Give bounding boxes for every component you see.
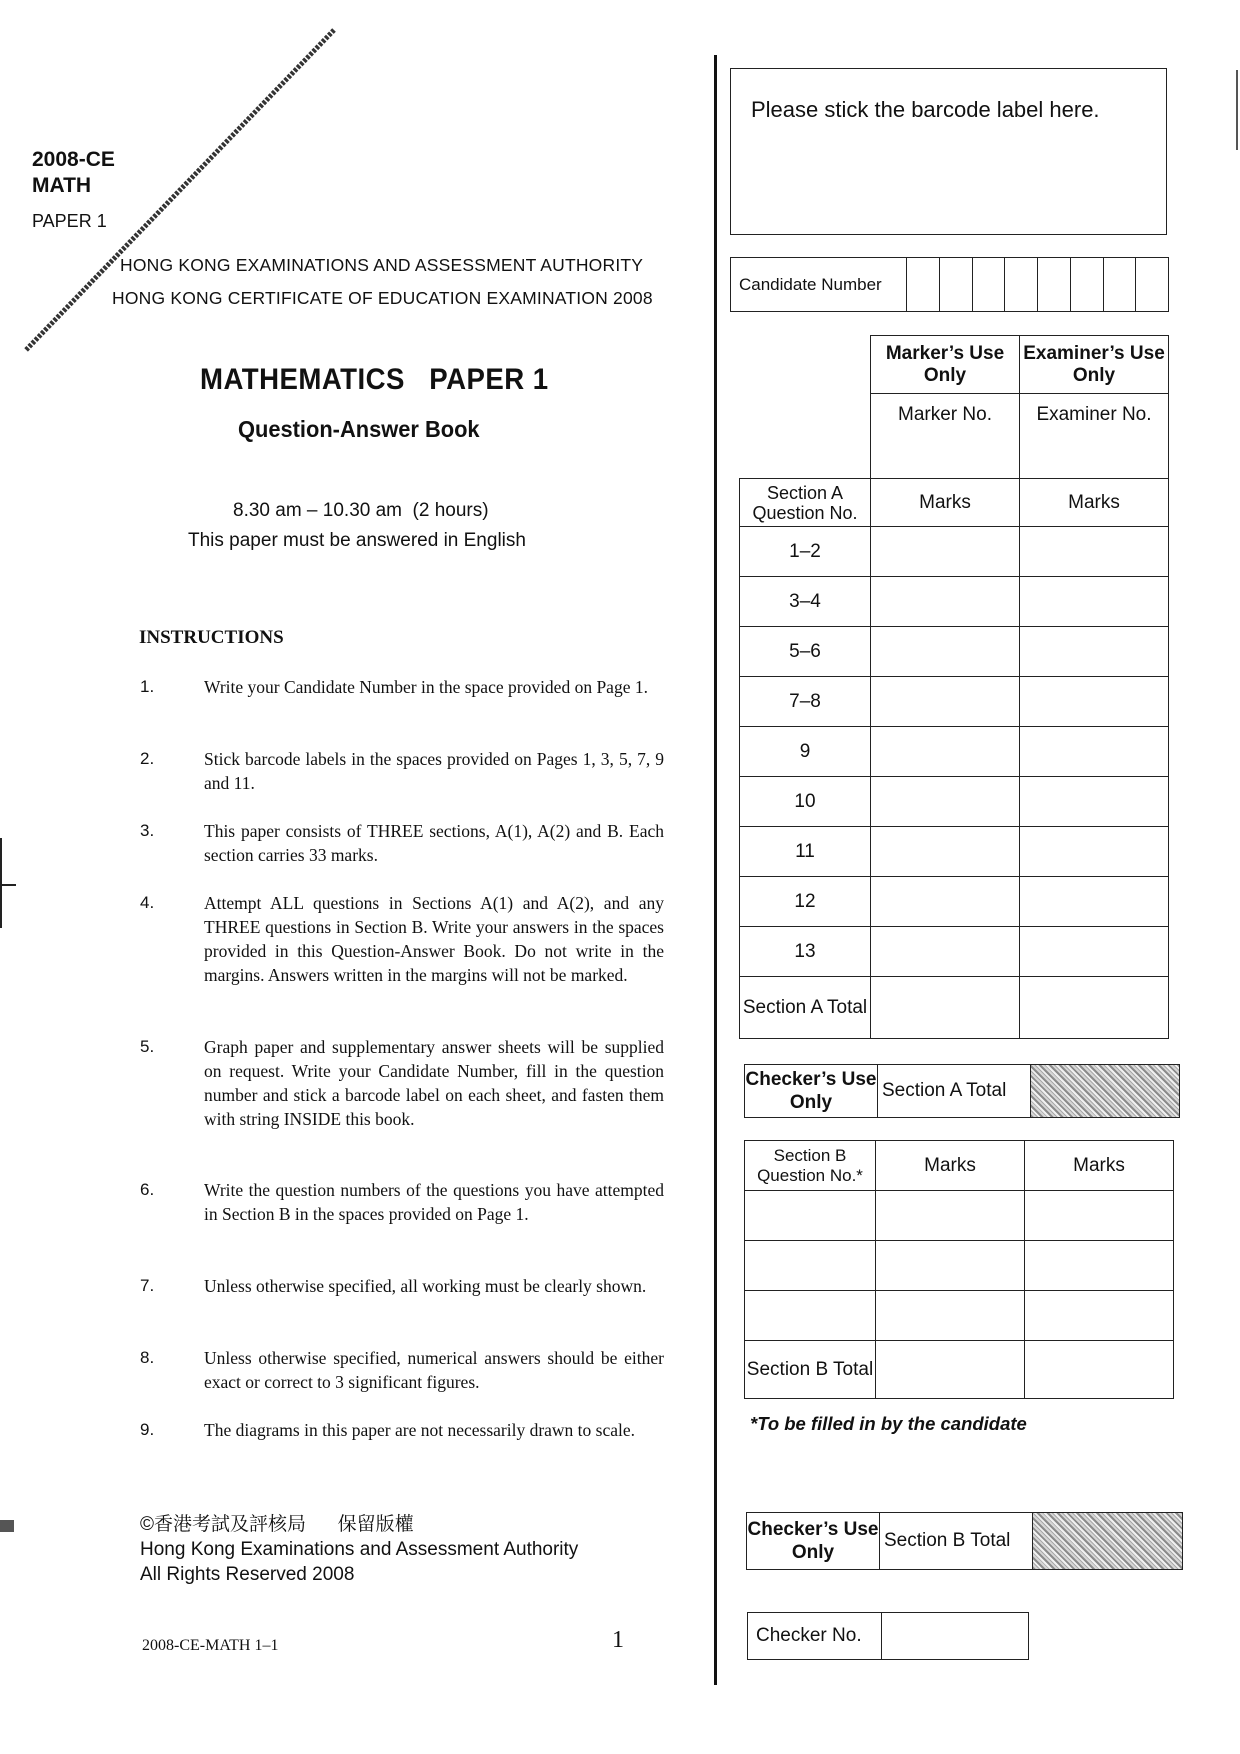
marks-header: Marks — [871, 479, 1020, 527]
instruction-number: 7. — [140, 1276, 155, 1295]
section-b-marks-table — [744, 1140, 1174, 1399]
section-b-question-input[interactable] — [745, 1241, 876, 1291]
marker-total-cell[interactable] — [876, 1341, 1025, 1399]
barcode-instruction: Please stick the barcode label here. — [751, 97, 1100, 122]
instruction-item — [140, 747, 670, 795]
exam-time: 8.30 am – 10.30 am (2 hours) — [233, 500, 489, 521]
examiner-use-only-header: Examiner’s Use Only — [1020, 336, 1169, 394]
examiner-marks-cell[interactable] — [1025, 1241, 1174, 1291]
marker-marks-cell[interactable] — [871, 877, 1020, 927]
section-b-question-input[interactable] — [745, 1191, 876, 1241]
section-b-question-header: Section B Question No.* — [745, 1141, 876, 1191]
candidate-digit-cell[interactable] — [1005, 258, 1038, 311]
instruction-text: Stick barcode labels in the spaces provided on Pages 1, 3, 5, 7, 9 and 11. — [204, 749, 664, 793]
examiner-marks-cell[interactable] — [1020, 727, 1169, 777]
question-number: 5–6 — [740, 627, 871, 677]
marker-marks-cell[interactable] — [871, 777, 1020, 827]
instruction-item — [140, 819, 670, 867]
examiner-marks-cell[interactable] — [1020, 927, 1169, 977]
shaded-cell — [1031, 1065, 1179, 1117]
copyright-year: All Rights Reserved 2008 — [140, 1564, 355, 1585]
instruction-item — [140, 1346, 670, 1394]
instruction-text: Graph paper and supplementary answer sheets will be supplied on request. Write your Candidate Number, fill in the question number and stick a barcode label on each sheet, and fasten them with string INSIDE this book. — [204, 1037, 664, 1129]
checker-number-box — [747, 1612, 1029, 1660]
instruction-text: Write your Candidate Number in the space provided on Page 1. — [204, 677, 648, 697]
candidate-number-box — [730, 257, 1169, 312]
section-a-marks-table — [739, 335, 1169, 1039]
candidate-digit-cell[interactable] — [940, 258, 973, 311]
marker-marks-cell[interactable] — [871, 527, 1020, 577]
examiner-marks-cell[interactable] — [1020, 827, 1169, 877]
instruction-number: 4. — [140, 893, 155, 912]
marks-header: Marks — [876, 1141, 1025, 1191]
instruction-number: 8. — [140, 1348, 155, 1367]
exam-name: HONG KONG CERTIFICATE OF EDUCATION EXAMINATION 2008 — [112, 288, 653, 308]
instruction-text: Attempt ALL questions in Sections A(1) and A(2), and any THREE questions in Section B. Write your answers in the spaces provided in this Question-Answer Book. Do not write in the margins. Answers written in the margins will not be marked. — [204, 893, 664, 985]
marker-use-only-header: Marker’s Use Only — [871, 336, 1020, 394]
instruction-item — [140, 1178, 670, 1226]
footer-code: 2008-CE-MATH 1–1 — [142, 1637, 279, 1654]
section-b-total-label: Section B Total — [745, 1341, 876, 1399]
marker-marks-cell[interactable] — [871, 677, 1020, 727]
candidate-digit-cell[interactable] — [1136, 258, 1168, 311]
copyright-block — [140, 1512, 578, 1587]
checker-b-box — [746, 1512, 1183, 1570]
instruction-number: 6. — [140, 1180, 155, 1199]
question-number: 1–2 — [740, 527, 871, 577]
examiner-marks-cell[interactable] — [1020, 677, 1169, 727]
instruction-text: The diagrams in this paper are not necessarily drawn to scale. — [204, 1420, 636, 1440]
instruction-text: Unless otherwise specified, numerical answers should be either exact or correct to 3 significant figures. — [204, 1348, 664, 1392]
instruction-text: This paper consists of THREE sections, A(1), A(2) and B. Each section carries 33 marks. — [204, 821, 664, 865]
section-a-total-label: Section A Total — [740, 977, 871, 1039]
authority-name: HONG KONG EXAMINATIONS AND ASSESSMENT AUTHORITY — [120, 255, 644, 275]
question-number: 12 — [740, 877, 871, 927]
paper-code-year: 2008-CE — [32, 148, 115, 171]
examiner-marks-cell[interactable] — [1025, 1291, 1174, 1341]
marks-header: Marks — [1025, 1141, 1174, 1191]
question-number: 10 — [740, 777, 871, 827]
marker-marks-cell[interactable] — [876, 1241, 1025, 1291]
scan-mark — [0, 838, 2, 928]
candidate-fill-note: *To be filled in by the candidate — [750, 1413, 1027, 1434]
marker-no-cell[interactable]: Marker No. — [871, 394, 1020, 479]
checker-section-a-total: Section A Total — [878, 1065, 1031, 1117]
instruction-number: 9. — [140, 1420, 155, 1439]
question-number: 9 — [740, 727, 871, 777]
instruction-item — [140, 891, 670, 987]
barcode-label-box[interactable] — [730, 68, 1167, 235]
checker-use-only-label: Checker’s Use Only — [747, 1513, 880, 1569]
instruction-text: Unless otherwise specified, all working must be clearly shown. — [204, 1276, 647, 1296]
examiner-marks-cell[interactable] — [1020, 527, 1169, 577]
checker-a-box — [744, 1064, 1180, 1118]
section-a-question-header: Section A Question No. — [740, 479, 871, 527]
marks-header: Marks — [1020, 479, 1169, 527]
examiner-marks-cell[interactable] — [1020, 577, 1169, 627]
paper-subtitle: Question-Answer Book — [238, 416, 480, 442]
shaded-cell — [1033, 1513, 1182, 1569]
examiner-marks-cell[interactable] — [1025, 1191, 1174, 1241]
question-number: 11 — [740, 827, 871, 877]
checker-number-input[interactable] — [882, 1613, 1028, 1659]
scan-mark — [0, 1520, 14, 1532]
marker-marks-cell[interactable] — [876, 1291, 1025, 1341]
language-note: This paper must be answered in English — [188, 530, 526, 551]
checker-number-label: Checker No. — [748, 1613, 882, 1659]
examiner-marks-cell[interactable] — [1020, 877, 1169, 927]
instruction-number: 1. — [140, 677, 155, 696]
candidate-digit-cell[interactable] — [1104, 258, 1137, 311]
column-divider — [714, 55, 717, 1685]
instruction-number: 5. — [140, 1037, 155, 1056]
paper-title: MATHEMATICS PAPER 1 — [200, 363, 549, 396]
instruction-item — [140, 675, 670, 699]
marker-marks-cell[interactable] — [871, 727, 1020, 777]
marker-marks-cell[interactable] — [871, 627, 1020, 677]
question-number: 13 — [740, 927, 871, 977]
candidate-digit-cell[interactable] — [973, 258, 1006, 311]
scan-mark — [1236, 70, 1238, 150]
copyright-chinese: ©香港考試及評核局 保留版權 — [140, 1514, 414, 1535]
instruction-number: 2. — [140, 749, 155, 768]
marker-marks-cell[interactable] — [876, 1191, 1025, 1241]
examiner-marks-cell[interactable] — [1020, 627, 1169, 677]
page-number: 1 — [612, 1627, 624, 1653]
instruction-item — [140, 1035, 670, 1131]
examiner-marks-cell[interactable] — [1020, 777, 1169, 827]
marker-marks-cell[interactable] — [871, 577, 1020, 627]
checker-section-b-total: Section B Total — [880, 1513, 1033, 1569]
section-b-question-input[interactable] — [745, 1291, 876, 1341]
examiner-total-cell[interactable] — [1025, 1341, 1174, 1399]
candidate-digit-cell[interactable] — [907, 258, 940, 311]
instruction-text: Write the question numbers of the questions you have attempted in Section B in the spaces provided on Page 1. — [204, 1180, 664, 1224]
question-number: 3–4 — [740, 577, 871, 627]
instruction-number: 3. — [140, 821, 155, 840]
examiner-total-cell[interactable] — [1020, 977, 1169, 1039]
candidate-digit-cell[interactable] — [1071, 258, 1104, 311]
candidate-digit-cell[interactable] — [1038, 258, 1071, 311]
examiner-no-cell[interactable]: Examiner No. — [1020, 394, 1169, 479]
marker-total-cell[interactable] — [871, 977, 1020, 1039]
candidate-number-label: Candidate Number — [731, 258, 907, 311]
instruction-item — [140, 1418, 670, 1442]
paper-code-subject: MATH — [32, 174, 92, 197]
scan-mark — [0, 884, 16, 886]
instruction-item — [140, 1274, 670, 1298]
marker-marks-cell[interactable] — [871, 827, 1020, 877]
question-number: 7–8 — [740, 677, 871, 727]
copyright-english: Hong Kong Examinations and Assessment Authority — [140, 1539, 579, 1560]
instructions-heading: INSTRUCTIONS — [139, 627, 284, 648]
marker-marks-cell[interactable] — [871, 927, 1020, 977]
paper-code-paper: PAPER 1 — [32, 211, 107, 231]
checker-use-only-label: Checker’s Use Only — [745, 1065, 878, 1117]
